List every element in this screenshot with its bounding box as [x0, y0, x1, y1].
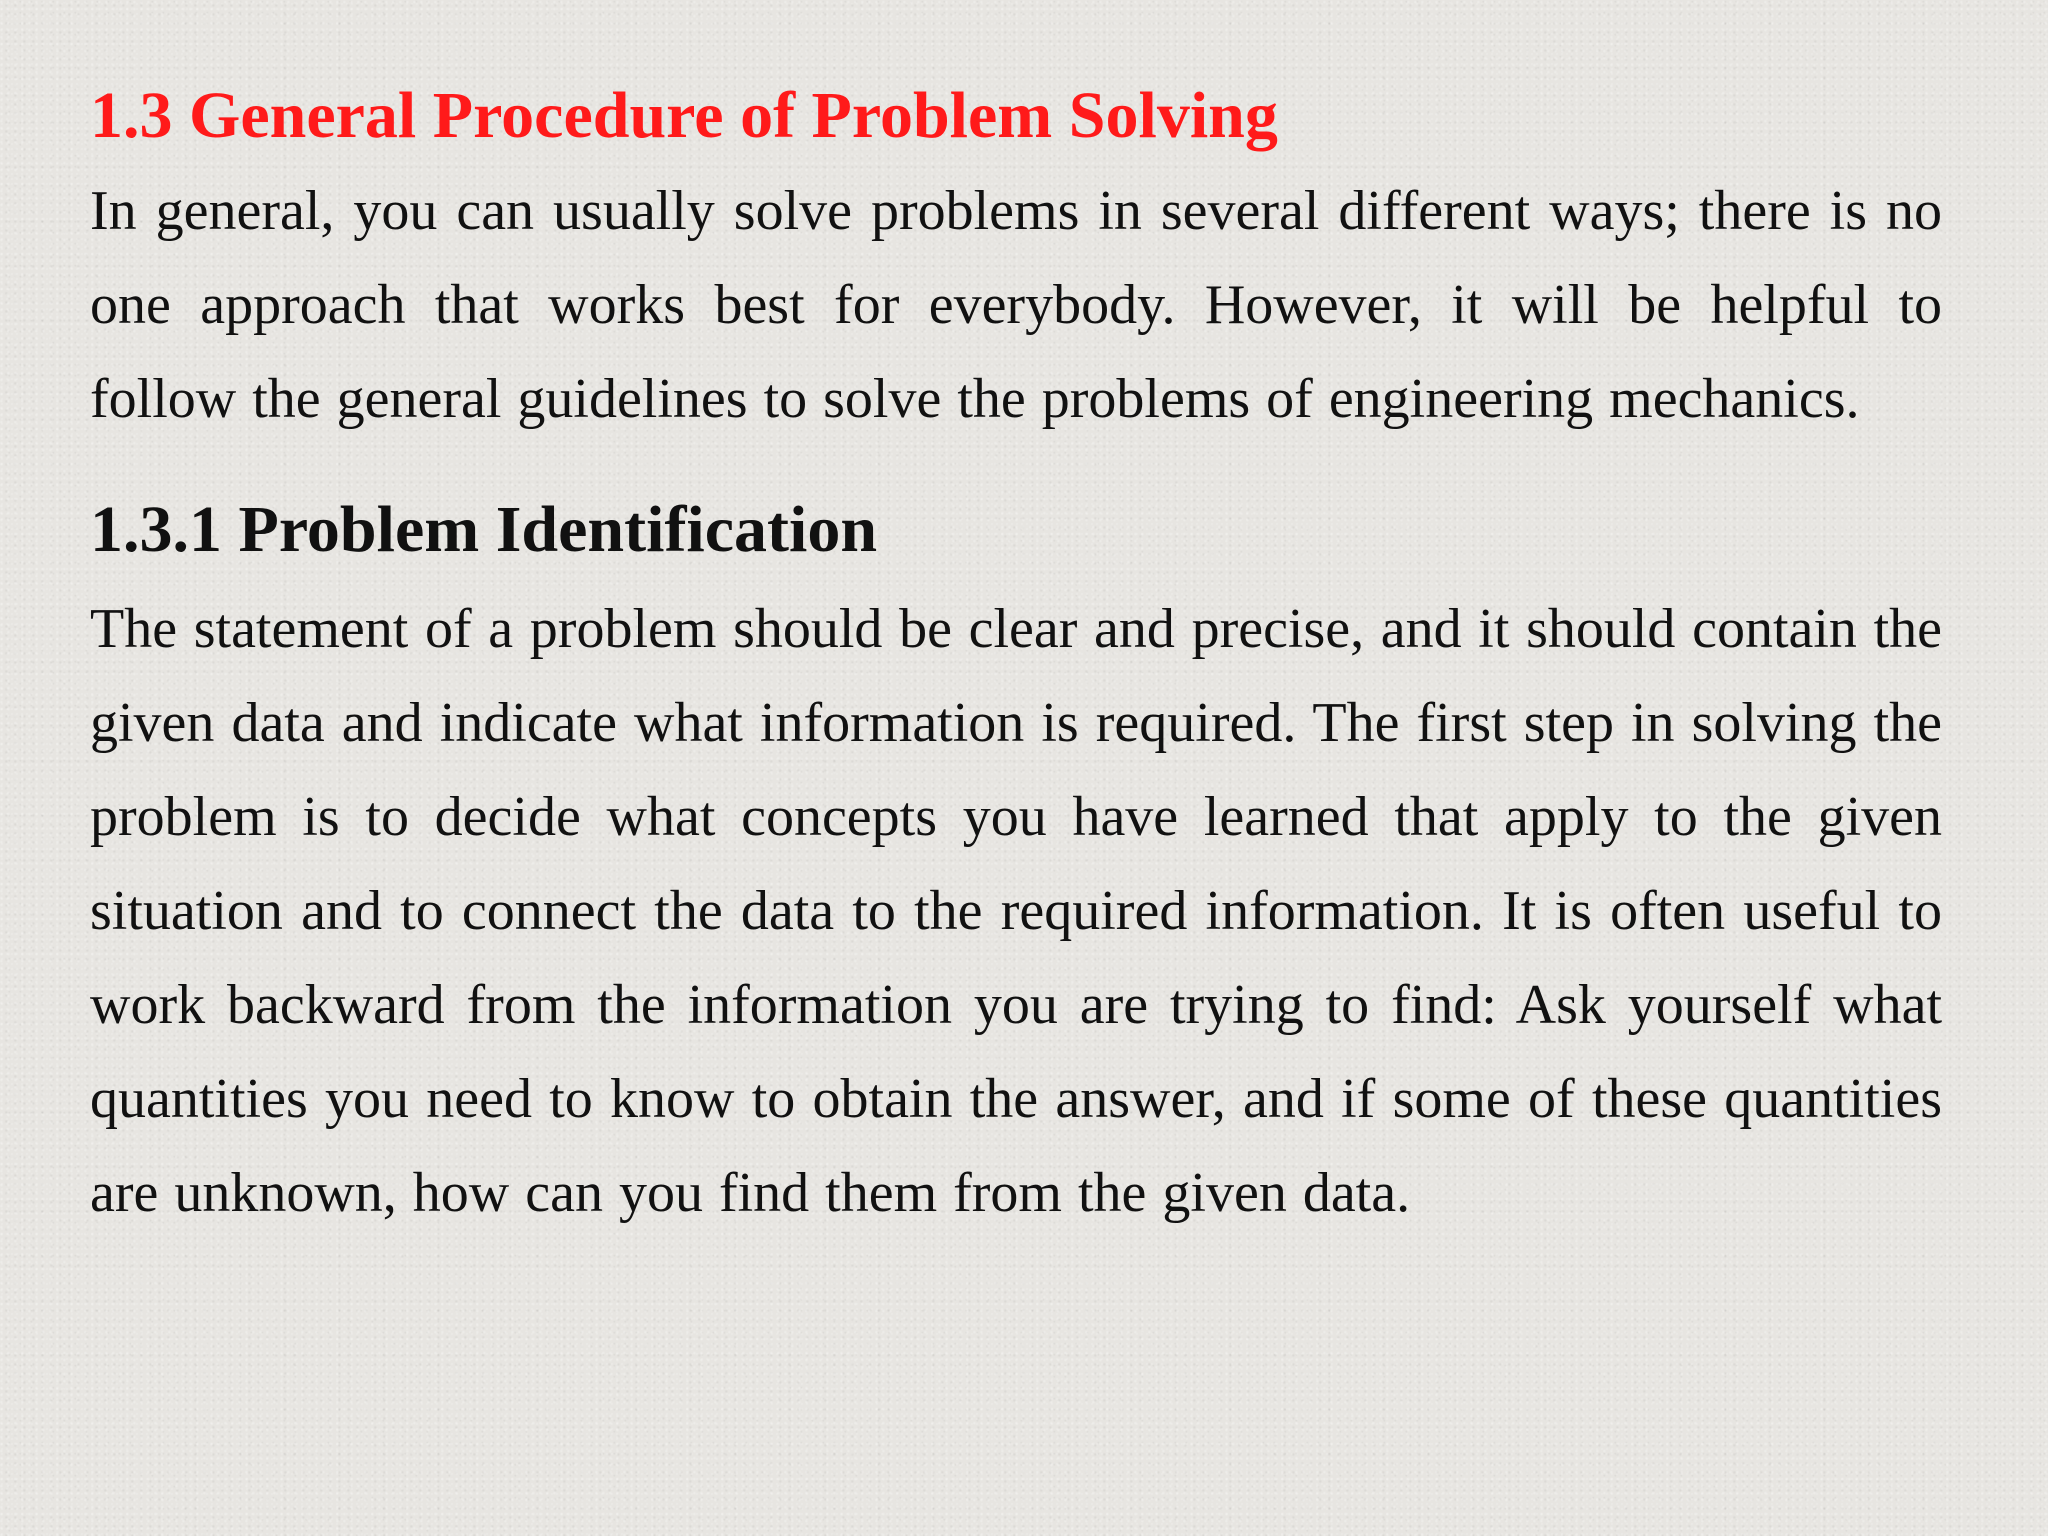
problem-identification-paragraph: The statement of a problem should be clear and precise, and it should contain the given data and indicate what information is required. The first step in solving the problem is to decide what concepts you have learned that apply to the given situation and to connect the data to the required information. It is often useful to work backward from the information you are trying to find: Ask yourself what quantities you need to know to obtain the answer, and if some of these quantities are unknown, how can you find them from the given data.	[90, 598, 1942, 1224]
intro-paragraph: In general, you can usually solve problems in several different ways; there is no one approach that works best for everybody. However, it will be helpful to follow the general guidelines to solve the problems of engineering mechanics.	[90, 180, 1942, 430]
subsection-title: 1.3.1 Problem Identification	[90, 493, 878, 566]
section-title: 1.3 General Procedure of Problem Solving	[90, 79, 1278, 152]
subsection-problem-identification	[90, 486, 1942, 1240]
slide-content	[90, 72, 1942, 1240]
